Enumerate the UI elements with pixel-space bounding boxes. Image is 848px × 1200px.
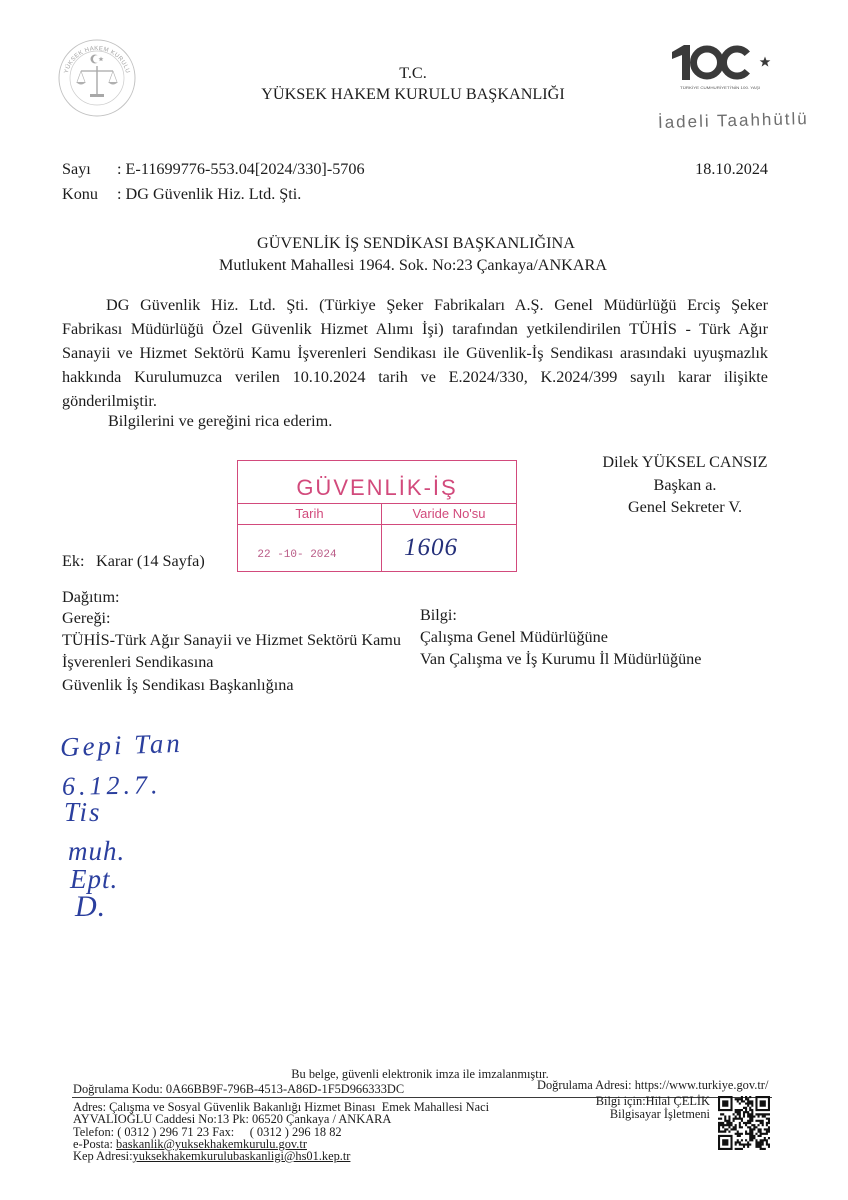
email-label: e-Posta:	[73, 1137, 117, 1151]
distribution-action-item: Güvenlik İş Sendikası Başkanlığına	[62, 676, 294, 694]
receipt-stamp-date-header: Tarih	[295, 506, 324, 521]
footer-kep-line	[73, 1150, 350, 1163]
qr-code	[718, 1096, 770, 1150]
body-paragraph	[62, 293, 768, 413]
distribution-info-label: Bilgi:	[420, 606, 457, 624]
paragraph-line: hakkında Kurulumuzca verilen 10.10.2024 tarih ve E.2024/330, K.2024/399 sayılı karar ilişikte	[62, 368, 768, 386]
verification-code-label: Doğrulama Kodu:	[73, 1082, 166, 1096]
document-date: 18.10.2024	[695, 160, 768, 178]
centenary-logo-caption: TÜRKİYE CUMHURİYETİ'NİN 100. YAŞI	[680, 86, 746, 90]
distribution-action-label: Gereği:	[62, 609, 111, 627]
attachment-value: Karar (14 Sayfa)	[96, 552, 205, 570]
verification-code-line	[73, 1083, 404, 1096]
kep-address-link[interactable]: yuksekhakemkurulubaskanligi@hs01.kep.tr	[132, 1149, 351, 1163]
contact-title: Bilgisayar İşletmeni	[609, 1107, 710, 1121]
handwritten-note: 6.12.7.	[61, 770, 162, 801]
receipt-stamp-date: 22 -10- 2024	[257, 549, 337, 561]
receipt-stamp-number-header: Varide No'su	[412, 506, 486, 521]
distribution-info-item: Çalışma Genel Müdürlüğüne	[420, 628, 608, 646]
paragraph-line: gönderilmiştir.	[62, 392, 157, 410]
verification-address-link[interactable]: https://www.turkiye.gov.tr/	[634, 1078, 769, 1092]
footer-address-line: AYVALIOĞLU Caddesi No:13 Pk: 06520 Çankaya / ANKARA	[73, 1112, 392, 1126]
number-value: : E-11699776-553.04[2024/330]-5706	[117, 160, 365, 178]
receipt-stamp	[237, 460, 517, 572]
distribution-action-item: İşverenleri Sendikasına	[62, 653, 214, 671]
email-link[interactable]: baskanlik@yuksekhakemkurulu.gov.tr	[116, 1137, 307, 1151]
footer-phone-fax: Telefon: ( 0312 ) 296 71 23 Fax: ( 0312 ) 296 18 82	[73, 1125, 342, 1139]
handwritten-note: D.	[75, 890, 107, 923]
distribution-info-item: Van Çalışma ve İş Kurumu İl Müdürlüğüne	[420, 650, 702, 668]
signatory-role: Başkan a.	[653, 475, 717, 494]
signature-block	[585, 451, 785, 519]
subject-label: Konu	[62, 185, 98, 203]
receipt-stamp-number: 1606	[404, 534, 458, 561]
signatory-title: Genel Sekreter V.	[627, 498, 743, 516]
verification-code: 0A66BB9F-796B-4513-A86D-1F5D966333DC	[165, 1082, 405, 1096]
kep-label: Kep Adresi:	[73, 1149, 133, 1163]
seal-lettering: YÜKSEK HAKEM KURULU	[63, 45, 131, 75]
e-signature-note: Bu belge, güvenli elektronik imza ile imzalanmıştır.	[291, 1067, 549, 1081]
receipt-stamp-organization: GÜVENLİK-İŞ	[296, 475, 458, 500]
header-tc: T.C.	[399, 64, 427, 82]
registered-mail-stamp: İadeli Taahhütlü	[657, 109, 809, 132]
handwritten-note: Ept.	[70, 864, 119, 894]
distribution-action-item: TÜHİS-Türk Ağır Sanayii ve Hizmet Sektörü Kamu	[62, 631, 401, 649]
handwritten-note: muh.	[68, 836, 126, 866]
paragraph-line: Sanayii ve Hizmet Sektörü Kamu İşverenleri Sendikası ile Güvenlik-İş Sendikası arasındaki uyuşmazlık	[62, 344, 768, 362]
attachment-label: Ek:	[62, 552, 85, 570]
paragraph-line: Fabrikası Müdürlüğü Özel Güvenlik Hizmet Alımı İşi) tarafından yetkilendirilen TÜHİS - Türk Ağır	[62, 320, 768, 338]
distribution-title: Dağıtım:	[62, 588, 120, 606]
centenary-logo	[668, 42, 772, 94]
institution-seal	[57, 38, 137, 118]
header-organization: YÜKSEK HAKEM KURULU BAŞKANLIĞI	[261, 85, 565, 103]
verification-address-label: Doğrulama Adresi:	[537, 1078, 635, 1092]
recipient-name: GÜVENLİK İŞ SENDİKASI BAŞKANLIĞINA	[257, 234, 575, 252]
handwritten-note: Gepi Tan	[59, 727, 184, 763]
recipient-address: Mutlukent Mahallesi 1964. Sok. No:23 Çankaya/ANKARA	[218, 256, 608, 274]
footer-address-line: Adres: Çalışma ve Sosyal Güvenlik Bakanlığı Hizmet Binası Emek Mahallesi Naci	[73, 1100, 490, 1114]
subject-value: : DG Güvenlik Hiz. Ltd. Şti.	[117, 185, 302, 203]
signatory-name: Dilek YÜKSEL CANSIZ	[602, 453, 768, 471]
number-label: Sayı	[62, 160, 91, 178]
handwritten-note: Tis	[64, 797, 102, 827]
verification-address-line	[537, 1079, 768, 1092]
closing-sentence: Bilgilerini ve gereğini rica ederim.	[108, 412, 333, 430]
paragraph-line: DG Güvenlik Hiz. Ltd. Şti. (Türkiye Şeker Fabrikaları A.Ş. Genel Müdürlüğü Erciş Şeker	[106, 296, 768, 314]
contact-person: Bilgi için:Hilal ÇELİK	[595, 1094, 710, 1108]
